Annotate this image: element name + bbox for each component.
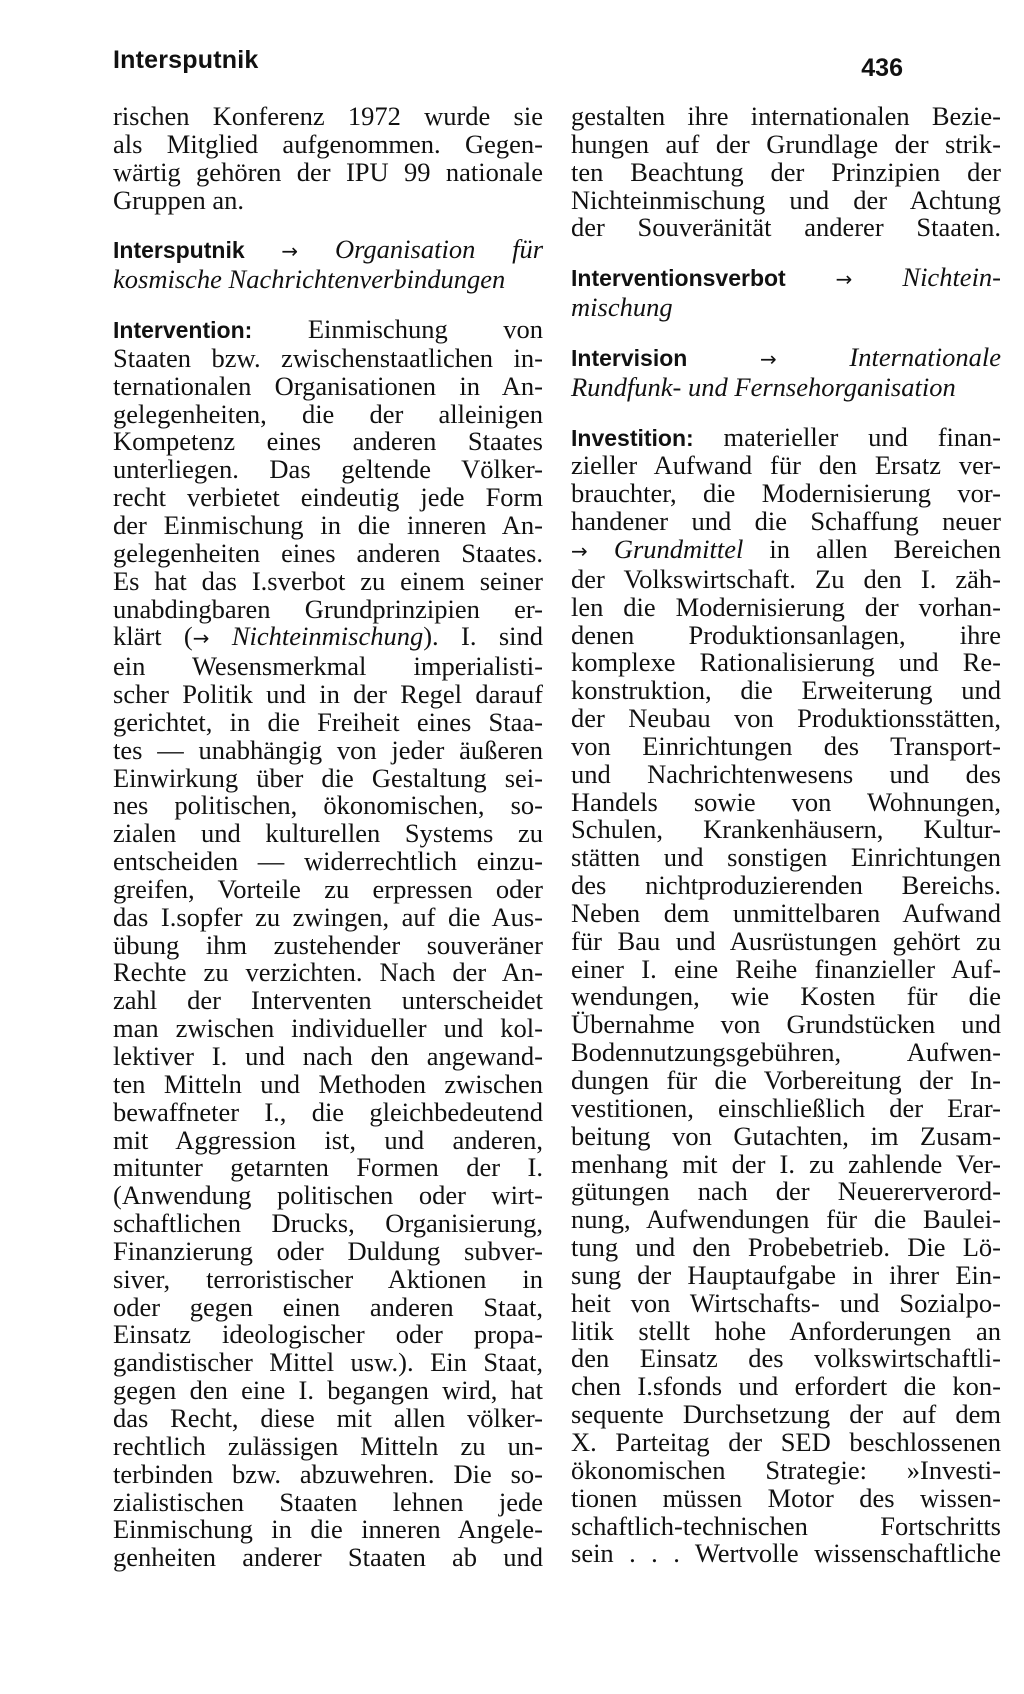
text-line — [571, 421, 1001, 453]
text-line: Übernahme von Grundstücken und — [571, 1009, 1001, 1040]
text-line: Kompetenz eines anderen Staates — [113, 426, 543, 457]
text-segment: ). I. sind — [423, 621, 544, 652]
text-line — [571, 533, 1002, 566]
cross-reference[interactable]: Grundmittel — [613, 533, 744, 564]
headword-intervision: Intervision — [571, 344, 688, 371]
text-line: entscheiden — widerrechtlich einzu- — [113, 846, 543, 877]
arrow-icon: → — [759, 346, 777, 371]
entry-investition — [571, 421, 1002, 1569]
text-line: zialen und kulturellen Systems zu — [113, 818, 543, 849]
text-line: lektiver I. und nach den angewand- — [113, 1041, 543, 1071]
text-line: stätten und sonstigen Einrichtungen — [571, 842, 1001, 873]
text-line: X. Parteitag der SED beschlossenen — [571, 1426, 1001, 1457]
text-line: heit von Wirtschafts- und Sozialpo- — [571, 1287, 1001, 1318]
text-line: Staaten bzw. zwischenstaatlichen in- — [113, 342, 543, 373]
text-line: tung und den Probebetrieb. Die Lö- — [571, 1232, 1001, 1263]
text-line: schaftlich-technischen Fortschritts — [571, 1510, 1001, 1541]
text-line: rischen Konferenz 1972 wurde sie — [113, 101, 543, 131]
text-segment: in allen Bereichen — [769, 533, 1002, 564]
text-line: tes — unabhängig von jeder äußeren — [113, 734, 543, 765]
text-line: man zwischen individueller und kol- — [113, 1013, 543, 1044]
text-line: schaftlichen Drucks, Organisierung, — [113, 1208, 543, 1239]
headword-intervention: Intervention: — [113, 317, 253, 344]
entry-intervision — [571, 341, 1002, 402]
right-column — [571, 103, 1001, 1568]
text-line — [113, 623, 543, 653]
entry-ipu-continuation — [113, 103, 543, 214]
cross-reference[interactable]: Rundfunk- und Fernsehorganisation — [571, 371, 956, 402]
text-line — [571, 264, 1001, 294]
text-line: einer I. eine Reihe finanzieller Auf- — [571, 953, 1001, 984]
text-line — [113, 236, 543, 266]
text-line: litik stellt hohe Anforderungen an — [571, 1315, 1001, 1346]
cross-reference[interactable]: Organisation für — [334, 234, 544, 265]
text-line: wärtig gehören der IPU 99 nationale — [113, 156, 543, 187]
text-line: oder gegen einen anderen Staat, — [113, 1291, 543, 1322]
text-line: Neben dem unmittelbaren Aufwand — [571, 897, 1001, 928]
text-line: Finanzierung oder Duldung subver- — [113, 1235, 543, 1266]
text-line: sequente Durchsetzung der auf dem — [571, 1399, 1001, 1430]
running-head: Intersputnik — [113, 46, 259, 74]
text-line: chen I.sfonds und erfordert die kon- — [571, 1371, 1001, 1402]
text-line: zialistischen Staaten lehnen jede — [113, 1486, 543, 1517]
text-line: beitung von Gutachten, im Zusam- — [571, 1120, 1001, 1151]
text-line: Einmischung in die inneren Angele- — [113, 1514, 543, 1545]
text-line: Einwirkung über die Gestaltung sei- — [113, 762, 543, 793]
entry-intervention-continuation — [571, 103, 1001, 242]
text-line: der Neubau von Produktionsstätten, — [571, 703, 1001, 734]
text-segment: materieller und finan- — [723, 421, 1001, 452]
text-line: Es hat das I.sverbot zu einem seiner — [113, 565, 543, 596]
text-line: Bodennutzungsgebühren, Aufwen- — [571, 1037, 1001, 1068]
text-line: konstruktion, die Erweiterung und — [571, 675, 1001, 706]
text-line: scher Politik und in der Regel darauf — [113, 679, 543, 710]
text-line — [113, 316, 543, 345]
cross-reference[interactable]: kosmische Nachrichtenverbindungen — [113, 264, 506, 295]
text-line: sung der Hauptaufgabe in ihrer Ein- — [571, 1259, 1001, 1290]
entry-intervention — [113, 316, 543, 1572]
cross-reference[interactable]: mischung — [571, 292, 673, 323]
text-line: (Anwendung politischen oder wirt- — [113, 1180, 543, 1211]
text-line: recht verbietet eindeutig jede Form — [113, 482, 543, 513]
text-line: als Mitglied aufgenommen. Gegen- — [113, 128, 543, 159]
text-line: das I.sopfer zu zwingen, auf die Aus- — [113, 901, 543, 932]
text-line: den Einsatz des volkswirtschaftli- — [571, 1343, 1001, 1374]
text-line: der Einmischung in die inneren An- — [113, 509, 543, 540]
text-segment: Einmischung von — [307, 314, 543, 345]
text-line: nung, Aufwendungen für die Baulei- — [571, 1204, 1001, 1235]
text-line: gelegenheiten eines anderen Staates. — [113, 537, 543, 568]
text-line: tionen müssen Motor des wissen- — [571, 1482, 1001, 1513]
text-line: brauchter, die Modernisierung vor- — [571, 478, 1001, 509]
text-line: der Souveränität anderer Staaten. — [571, 212, 1001, 243]
text-line: gegen den eine I. begangen wird, hat — [113, 1375, 543, 1406]
arrow-icon: → — [571, 538, 588, 563]
text-line: gandistischer Mittel usw.). Ein Staat, — [113, 1347, 543, 1378]
text-line: vestitionen, einschließlich der Erar- — [571, 1092, 1001, 1123]
headword-interventionsverbot: Interventionsverbot — [571, 265, 786, 292]
text-line: Gruppen an. — [113, 184, 244, 215]
text-line: von Einrichtungen des Transport- — [571, 730, 1001, 761]
text-line: genheiten anderer Staaten ab und — [113, 1542, 543, 1573]
text-line: wendungen, wie Kosten für die — [571, 981, 1001, 1012]
text-line: denen Produktionsanlagen, ihre — [571, 619, 1001, 650]
text-line: len die Modernisierung der vorhan- — [571, 591, 1001, 622]
text-line: Einsatz ideologischer oder propa- — [113, 1319, 543, 1350]
left-column — [113, 103, 543, 1572]
text-line: hungen auf der Grundlage der strik- — [571, 128, 1001, 159]
text-line: Rechte zu verzichten. Nach der An- — [113, 957, 543, 988]
text-line: ökonomischen Strategie: »Investi- — [571, 1454, 1001, 1485]
text-line: greifen, Vorteile zu erpressen oder — [113, 873, 543, 904]
text-line: rechtlich zulässigen Mitteln zu un- — [113, 1430, 543, 1461]
arrow-icon: → — [281, 239, 299, 264]
text-line: zieller Aufwand für den Ersatz ver- — [571, 450, 1001, 481]
text-line: siver, terroristischer Aktionen in — [113, 1263, 543, 1294]
text-line — [571, 341, 1002, 374]
text-line: übung ihm zustehender souveräner — [113, 929, 543, 960]
arrow-icon: → — [192, 626, 210, 651]
text-line: terbinden bzw. abzuwehren. Die so- — [113, 1458, 543, 1489]
text-line: gütungen nach der Neuererverord- — [571, 1176, 1001, 1207]
text-line: unterliegen. Das geltende Völker- — [113, 454, 543, 485]
arrow-icon: → — [835, 267, 853, 292]
text-line: ternationalen Organisationen in An- — [113, 370, 543, 401]
text-line: menhang mit der I. zu zahlende Ver- — [571, 1148, 1001, 1179]
text-line: komplexe Rationalisierung und Re- — [571, 647, 1001, 678]
text-line: Handels sowie von Wohnungen, — [571, 786, 1001, 817]
text-line: ten Beachtung der Prinzipien der — [571, 156, 1001, 187]
entry-interventionsverbot — [571, 264, 1001, 322]
text-line: gerichtet, in die Freiheit eines Staa- — [113, 706, 543, 737]
text-line: Nichteinmischung und der Achtung — [571, 184, 1001, 215]
text-line: des nichtproduzierenden Bereichs. — [571, 870, 1001, 901]
entry-intersputnik — [113, 236, 543, 294]
text-line: das Recht, diese mit allen völker- — [113, 1402, 543, 1433]
text-segment: klärt ( — [113, 621, 193, 652]
text-line: ten Mitteln und Methoden zwischen — [113, 1068, 543, 1099]
text-line: nes politischen, ökonomischen, so- — [113, 790, 543, 821]
cross-reference[interactable]: Nichtein- — [902, 262, 1002, 293]
text-line: dungen für die Vorbereitung der In- — [571, 1065, 1001, 1095]
text-line: handener und die Schaffung neuer — [571, 506, 1001, 537]
text-line: gelegenheiten, die der alleinigen — [113, 398, 543, 429]
text-line: sein . . . Wertvolle wissenschaftliche — [571, 1538, 1001, 1569]
text-line: und Nachrichtenwesens und des — [571, 758, 1001, 789]
text-line: bewaffneter I., die gleichbedeutend — [113, 1096, 543, 1127]
text-line: für Bau und Ausrüstungen gehört zu — [571, 925, 1001, 956]
headword-intersputnik: Intersputnik — [113, 237, 245, 264]
headword-investition: Investition: — [571, 424, 694, 451]
text-line: der Volkswirtschaft. Zu den I. zäh- — [571, 563, 1001, 594]
cross-reference[interactable]: Nichteinmischung — [231, 621, 424, 652]
cross-reference[interactable]: Internationale — [849, 341, 1002, 372]
text-line: zahl der Interventen unterscheidet — [113, 985, 543, 1016]
text-line: mit Aggression ist, und anderen, — [113, 1124, 543, 1155]
text-line: ein Wesensmerkmal imperialisti- — [113, 651, 543, 682]
text-line: Schulen, Krankenhäusern, Kultur- — [571, 814, 1001, 845]
text-line: unabdingbaren Grundprinzipien er- — [113, 593, 543, 624]
text-line: gestalten ihre internationalen Bezie- — [571, 101, 1001, 131]
text-line: mitunter getarnten Formen der I. — [113, 1152, 543, 1183]
page-number: 436 — [861, 54, 903, 82]
